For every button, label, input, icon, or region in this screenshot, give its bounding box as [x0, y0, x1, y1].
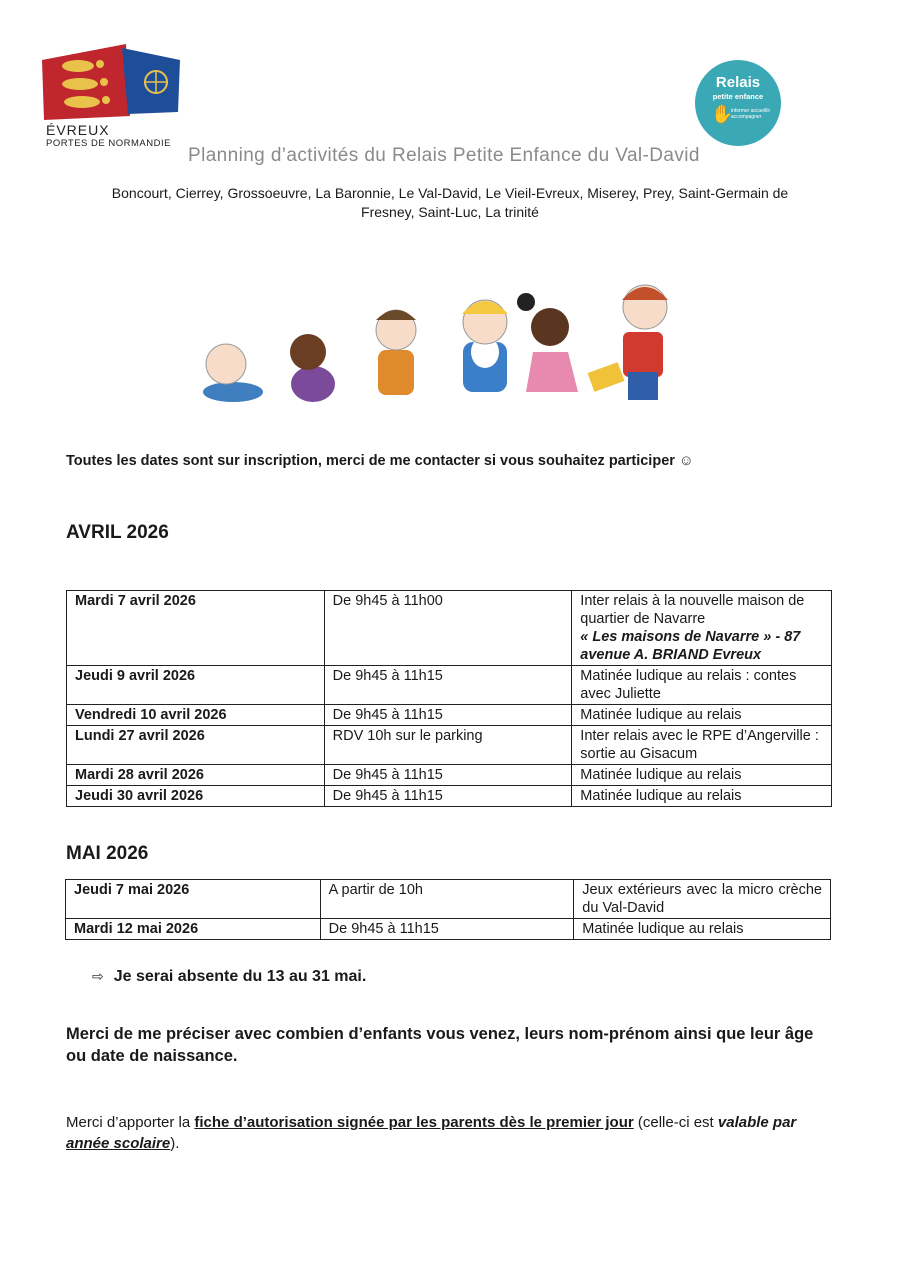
activity-cell: Matinée ludique au relais — [574, 919, 831, 940]
relais-badge — [695, 60, 781, 146]
authorization-middle: (celle-ci est — [633, 1114, 718, 1131]
badge-subtitle: petite enfance — [712, 92, 764, 101]
girl-figure — [376, 310, 416, 395]
table-row — [66, 919, 831, 940]
hand-icon: ✋ — [711, 104, 734, 124]
table-row — [67, 666, 832, 705]
arrow-right-icon: ⇨ — [92, 968, 104, 984]
table-row — [67, 705, 832, 726]
children-illustration — [198, 272, 698, 407]
time-cell: De 9h45 à 11h15 — [324, 765, 572, 786]
activity-cell — [572, 591, 832, 666]
request-paragraph: Merci de me préciser avec combien d’enfants vous venez, leurs nom-prénom ainsi que leur âge ou date de naissance. — [66, 1025, 814, 1065]
authorization-form-text: fiche d’autorisation signée par les parents dès le premier jour — [194, 1114, 634, 1131]
absence-note — [92, 968, 366, 986]
mai-heading: MAI 2026 — [66, 843, 149, 864]
authorization-intro: Merci d’apporter la — [66, 1114, 195, 1131]
time-cell: A partir de 10h — [320, 880, 574, 919]
activity-address: « Les maisons de Navarre » - 87 avenue A. BRIAND Evreux — [580, 629, 801, 663]
time-cell: De 9h45 à 11h15 — [324, 786, 572, 807]
table-row — [67, 591, 832, 666]
activity-cell: Matinée ludique au relais — [572, 786, 832, 807]
activity-cell: Inter relais avec le RPE d’Angerville : sortie au Gisacum — [572, 726, 832, 765]
avril-schedule-table — [66, 590, 832, 807]
blond-boy-figure — [462, 300, 508, 392]
avril-heading: AVRIL 2026 — [66, 522, 169, 543]
communes-list: Boncourt, Cierrey, Grossoeuvre, La Baronnie, Le Val-David, Le Vieil-Evreux, Miserey, Prey, Saint-Germain de Fresney, Saint-Luc, La trinité — [111, 185, 789, 220]
evreux-logo — [38, 40, 188, 152]
logo-subtitle: PORTES DE NORMANDIE — [46, 138, 171, 149]
pink-girl-figure — [517, 293, 578, 392]
activity-cell: Matinée ludique au relais — [572, 705, 832, 726]
badge-tagline: informer accueillir accompagner — [731, 108, 771, 120]
date-cell: Jeudi 7 mai 2026 — [66, 880, 321, 919]
date-cell: Mardi 7 avril 2026 — [67, 591, 325, 666]
date-cell: Lundi 27 avril 2026 — [67, 726, 325, 765]
time-cell: RDV 10h sur le parking — [324, 726, 572, 765]
absence-text: Je serai absente du 13 au 31 mai. — [113, 968, 367, 985]
baby-figure — [203, 344, 263, 402]
date-cell: Jeudi 9 avril 2026 — [67, 666, 325, 705]
table-row — [67, 765, 832, 786]
page-title: Planning d’activités du Relais Petite Enfance du Val-David — [188, 145, 700, 166]
logo-title: ÉVREUX — [46, 122, 110, 138]
time-cell: De 9h45 à 11h00 — [324, 591, 572, 666]
evreux-shield-icon — [38, 40, 188, 122]
activity-cell: Matinée ludique au relais : contes avec Juliette — [572, 666, 832, 705]
activity-text: Inter relais à la nouvelle maison de quartier de Navarre — [580, 593, 805, 627]
toddler-figure — [290, 334, 335, 402]
boy-with-bag-figure — [588, 285, 668, 400]
time-cell: De 9h45 à 11h15 — [324, 705, 572, 726]
time-cell: De 9h45 à 11h15 — [320, 919, 574, 940]
authorization-paragraph — [66, 1112, 836, 1154]
authorization-end: ). — [170, 1135, 180, 1152]
authorization-valid: valable par — [717, 1114, 797, 1131]
activity-cell: Matinée ludique au relais — [572, 765, 832, 786]
activity-cell: Jeux extérieurs avec la micro crèche du Val-David — [574, 880, 831, 919]
authorization-year: année scolaire — [66, 1135, 171, 1152]
date-cell: Vendredi 10 avril 2026 — [67, 705, 325, 726]
badge-title: Relais — [715, 74, 761, 91]
date-cell: Mardi 12 mai 2026 — [66, 919, 321, 940]
date-cell: Mardi 28 avril 2026 — [67, 765, 325, 786]
registration-notice: Toutes les dates sont sur inscription, merci de me contacter si vous souhaitez participer ☺ — [66, 453, 694, 469]
time-cell: De 9h45 à 11h15 — [324, 666, 572, 705]
date-cell: Jeudi 30 avril 2026 — [67, 786, 325, 807]
table-row — [66, 880, 831, 919]
mai-schedule-table — [65, 879, 831, 940]
table-row — [67, 726, 832, 765]
table-row — [67, 786, 832, 807]
